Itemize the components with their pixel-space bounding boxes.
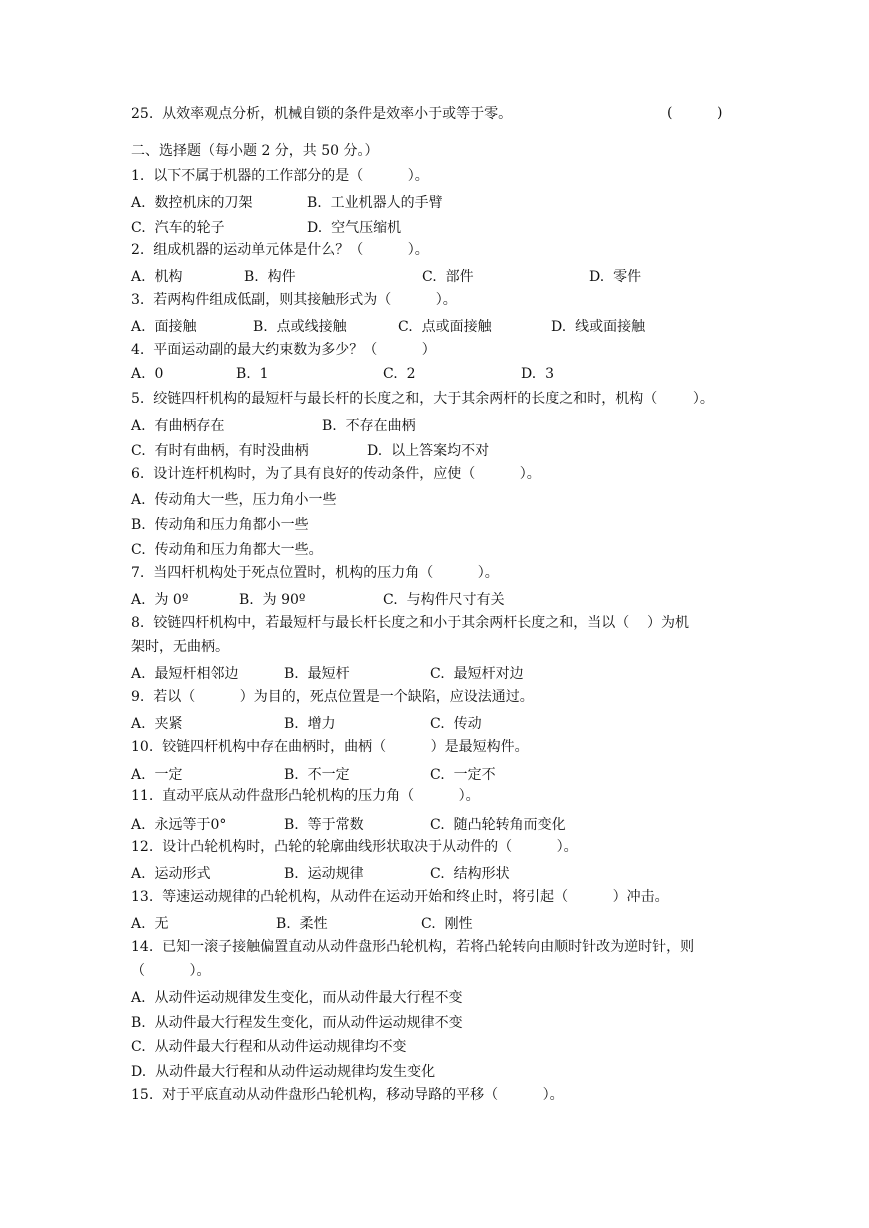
question-14-cont: （ ）。 xyxy=(131,963,211,979)
q7-option-b: B. 为 90º xyxy=(239,592,306,608)
q25-text: 25. 从效率观点分析，机械自锁的条件是效率小于或等于零。 xyxy=(131,106,513,122)
section-heading: 二、选择题（每小题 2 分，共 50 分。） xyxy=(131,143,379,159)
q10-option-b: B. 不一定 xyxy=(284,767,350,783)
q14-option-d: D. 从动件最大行程和从动件运动规律均发生变化 xyxy=(131,1064,436,1080)
q4-option-b: B. 1 xyxy=(236,366,269,382)
question-8-cont: 架时，无曲柄。 xyxy=(131,639,229,655)
q6-option-b: B. 传动角和压力角都小一些 xyxy=(131,517,309,533)
q14-option-a: A. 从动件运动规律发生变化，而从动件最大行程不变 xyxy=(131,990,463,1006)
q11-option-b: B. 等于常数 xyxy=(284,817,364,833)
q4-option-a: A. 0 xyxy=(131,366,164,382)
q2-option-c: C. 部件 xyxy=(422,269,474,285)
q5-option-a: A. 有曲柄存在 xyxy=(131,418,225,434)
question-7: 7. 当四杆机构处于死点位置时，机构的压力角（ ）。 xyxy=(131,565,499,581)
question-15: 15. 对于平底直动从动件盘形凸轮机构，移动导路的平移（ ）。 xyxy=(131,1087,564,1103)
q12-option-b: B. 运动规律 xyxy=(284,866,364,882)
q8-option-b: B. 最短杆 xyxy=(284,666,350,682)
q6-option-c: C. 传动角和压力角都大一些。 xyxy=(131,542,323,558)
question-9: 9. 若以（ ）为目的，死点位置是一个缺陷，应设法通过。 xyxy=(131,689,534,705)
q11-option-c: C. 随凸轮转角而变化 xyxy=(430,817,566,833)
question-2: 2. 组成机器的运动单元体是什么？（ ）。 xyxy=(131,242,429,258)
q3-option-d: D. 线或面接触 xyxy=(551,319,646,335)
q1-option-d: D. 空气压缩机 xyxy=(307,220,402,236)
q7-option-c: C. 与构件尺寸有关 xyxy=(383,592,505,608)
q10-option-a: A. 一定 xyxy=(131,767,183,783)
q4-option-c: C. 2 xyxy=(383,366,416,382)
question-6: 6. 设计连杆机构时，为了具有良好的传动条件，应使（ ）。 xyxy=(131,466,541,482)
question-3: 3. 若两构件组成低副，则其接触形式为（ ）。 xyxy=(131,292,457,308)
question-4: 4. 平面运动副的最大约束数为多少？（ ） xyxy=(131,342,436,358)
q3-option-c: C. 点或面接触 xyxy=(398,319,492,335)
q11-option-a: A. 永远等于0° xyxy=(131,817,227,833)
question-8: 8. 铰链四杆机构中，若最短杆与最长杆长度之和小于其余两杆长度之和，当以（ ）为机 xyxy=(131,615,690,631)
q2-option-d: D. 零件 xyxy=(589,269,642,285)
q13-option-c: C. 刚性 xyxy=(421,916,473,932)
question-11: 11. 直动平底从动件盘形凸轮机构的压力角（ ）。 xyxy=(131,788,480,804)
q10-option-c: C. 一定不 xyxy=(430,767,496,783)
q5-option-c: C. 有时有曲柄，有时没曲柄 xyxy=(131,443,309,459)
q5-option-b: B. 不存在曲柄 xyxy=(322,418,416,434)
q1-option-a: A. 数控机床的刀架 xyxy=(131,195,253,211)
q1-option-b: B. 工业机器人的手臂 xyxy=(307,195,443,211)
q6-option-a: A. 传动角大一些，压力角小一些 xyxy=(131,492,337,508)
q9-option-c: C. 传动 xyxy=(430,716,482,732)
q7-option-a: A. 为 0º xyxy=(131,592,189,608)
q2-option-b: B. 构件 xyxy=(244,269,296,285)
q3-option-b: B. 点或线接触 xyxy=(253,319,347,335)
q13-option-a: A. 无 xyxy=(131,916,169,932)
q12-option-c: C. 结构形状 xyxy=(430,866,510,882)
question-12: 12. 设计凸轮机构时，凸轮的轮廓曲线形状取决于从动件的（ ）。 xyxy=(131,839,578,855)
q12-option-a: A. 运动形式 xyxy=(131,866,211,882)
q4-option-d: D. 3 xyxy=(521,366,554,382)
q9-option-b: B. 增力 xyxy=(284,716,336,732)
question-5: 5. 绞链四杆机构的最短杆与最长杆的长度之和，大于其余两杆的长度之和时，机构（ ）。 xyxy=(131,391,714,407)
question-10: 10. 铰链四杆机构中存在曲柄时，曲柄（ ）是最短构件。 xyxy=(131,739,529,755)
q3-option-a: A. 面接触 xyxy=(131,319,197,335)
question-14: 14. 已知一滚子接触偏置直动从动件盘形凸轮机构，若将凸轮转向由顺时针改为逆时针，则 xyxy=(131,939,695,955)
q9-option-a: A. 夹紧 xyxy=(131,716,183,732)
q1-option-c: C. 汽车的轮子 xyxy=(131,220,225,236)
q14-option-c: C. 从动件最大行程和从动件运动规律均不变 xyxy=(131,1039,407,1055)
q14-option-b: B. 从动件最大行程发生变化，而从动件运动规律不变 xyxy=(131,1015,463,1031)
q8-option-c: C. 最短杆对边 xyxy=(430,666,524,682)
question-13: 13. 等速运动规律的凸轮机构，从动件在运动开始和终止时，将引起（ ）冲击。 xyxy=(131,889,669,905)
q13-option-b: B. 柔性 xyxy=(276,916,328,932)
q8-option-a: A. 最短杆相邻边 xyxy=(131,666,239,682)
question-1: 1. 以下不属于机器的工作部分的是（ ）。 xyxy=(131,168,429,184)
q25-paren: ( ) xyxy=(667,105,723,121)
q5-option-d: D. 以上答案均不对 xyxy=(367,443,490,459)
q2-option-a: A. 机构 xyxy=(131,269,183,285)
